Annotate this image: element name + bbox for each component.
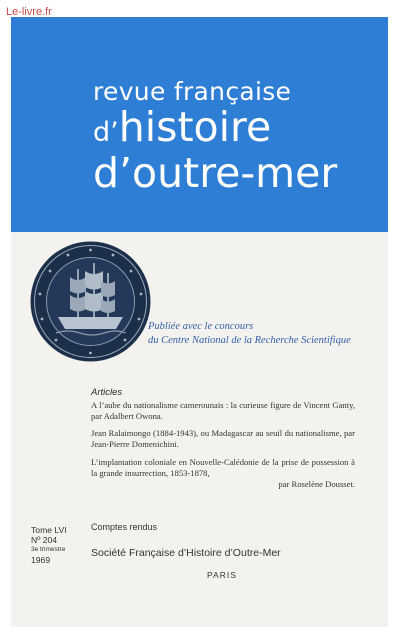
publisher-city: PARIS [207, 570, 237, 580]
title-line-1: revue française [93, 77, 292, 106]
publication-note-line-2: du Centre National de la Recherche Scientifique [148, 335, 351, 346]
article-entry: A l’aube du nationalisme camerounais : la curieuse figure de Vincent Ganty, par Adalbert Owona. [91, 400, 355, 421]
articles-heading: Articles [91, 387, 123, 398]
issue-info [31, 525, 67, 565]
journal-cover [11, 17, 388, 627]
reviews-heading: Comptes rendus [91, 522, 158, 532]
title-line-3: d’outre-mer [93, 149, 338, 197]
title-main: histoire [118, 103, 272, 151]
article-entry [91, 457, 355, 490]
quarter-label: 3e trimestre [31, 546, 66, 553]
publication-note-line-1: Publiée avec le concours [148, 321, 254, 332]
article-byline: par Roselène Dousset. [278, 479, 355, 489]
tome-label: Tome LVI [31, 525, 67, 535]
ship-seal-emblem [28, 239, 153, 364]
issue-year: 1969 [31, 555, 51, 565]
article-title: L’implantation coloniale en Nouvelle-Calédonie de la prise de possession à la grande insurrection, 1853-1878, [91, 457, 355, 478]
issue-number: Nº 204 [31, 535, 58, 545]
title-line-2 [93, 103, 271, 151]
article-entry: Jean Ralaimongo (1884-1943), ou Madagascar au seuil du nationalisme, par Jean-Pierre Domenichini. [91, 428, 355, 449]
title-prefix: d’ [93, 117, 119, 148]
publication-note [148, 320, 351, 348]
watermark-text: Le-livre.fr [6, 6, 52, 18]
title-band [11, 17, 388, 232]
publisher-name: Société Française d’Histoire d’Outre-Mer [91, 547, 281, 559]
